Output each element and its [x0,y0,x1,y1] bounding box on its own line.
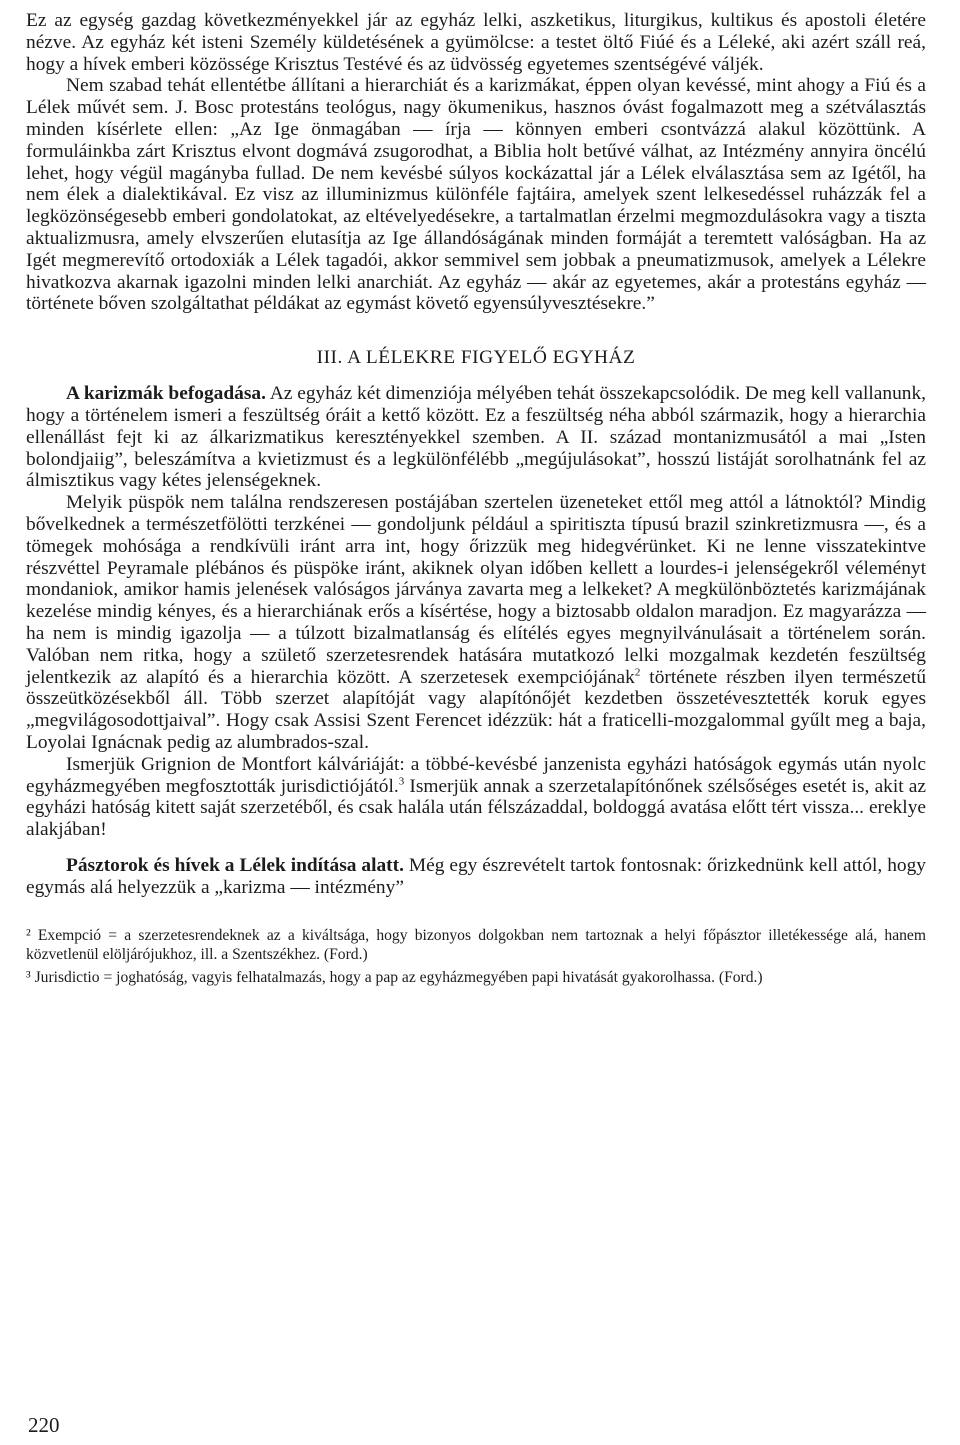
paragraph-charisms [26,383,926,492]
paragraph-montfort-text: Ismerjük Grignion de Montfort kálváriáját: a többé-kevésbé janzenista egyházi hatóságok egymás után nyolc egyházmegyében megfosztották jurisdictiójától. [26,753,926,797]
footnote-ref-2: 2 [634,666,641,679]
paragraph-charisms-text: Az egyház két dimenziója mélyében tehát összekapcsolódik. De meg kell vallanunk, hogy a történelem ismeri a feszültség óráit a kettő között. Ez a feszültség néha abból származik, hogy a hierarchia ellenállást fejt ki az álkarizmatikus keresztényekkel szemben. A II. század montanizmusától a mai „Isten bolondjaiig”, beleszámítva a kvietizmust és a legkülönfélébb „megújulásokat”, hosszú listáját sorolhatnánk fel az álmisztikus vagy kétes jelenségeknek. [26,383,927,492]
paragraph-bishop [26,492,926,754]
paragraph-montfort-rest: Ismerjük annak a szerzetalapítónőnek szélsőséges esetét is, akit az egyházi hatóság kitett saját szerzetéből, és csak halála után félszázaddal, boldoggá avatása előtt tért vissza... ereklye alakjában! [26,775,927,841]
paragraph-bishop-rest: története részben ilyen természetű összeütközésekből áll. Több szerzet alapítóját vagy alapítónőjét kezdetben összetévesztették koruk egyes „megvilágosodottjaival”. Hogy csak Assisi Szent Ferencet idézzük: hát a fraticelli-mozgalommal gyűlt meg a baja, Loyolai Ignácnak pedig az alumbrados-szal. [26,666,927,753]
paragraph-intro-1: Ez az egység gazdag következményekkel jár az egyház lelki, aszketikus, liturgikus, kultikus és apostoli életére nézve. Az egyház két isteni Személy küldetésének a gyümölcse: a testet öltő Fiúé és a Léleké, aki azért száll reá, hogy a hívek emberi közössége Krisztus Testévé és az üdvösség egyetemes szentségévé váljék. [26,10,926,75]
paragraph-intro-2: Nem szabad tehát ellentétbe állítani a hierarchiát és a karizmákat, éppen olyan kevéssé, mint ahogy a Fiú és a Lélek művét sem. J. Bosc protestáns teológus, nagy ökumenikus, hasznos óvást fogalmazott meg a szétválasztás minden kísérlete ellen: „Az Ige önmagában — írja — könnyen emberi csontvázzá alakul közöttünk. A formuláinkba zárt Krisztus elvont dogmává zsugorodhat, a Biblia holt betűvé válhat, az Intézmény annyira öncélú lehet, hogy végül magányba fullad. De nem kevésbé súlyos kockázattal jár a Lélek elválasztása sem az Igétől, ha nem élek a dialektikával. Ez visz az illuminizmus különféle fajtáira, amelyek szent lelkesedéssel ruházzák fel a legközönségesebb emberi gondolatokat, az eltévelyedésekre, a tartalmatlan érzelmi megmozdulásokra vagy a tiszta aktualizmusra, amely elvszerűen elutasítja az Ige állandóságának minden formáját a teremtett valóságban. Ha az Igét megmerevítő ortodoxiák a Lélek tagadói, akkor semmivel sem jobbak a pneumatizmusok, amelyek a Lélekre hivatkozva akarnak igazolni minden lelki anarchiát. Az egyház — akár az egyetemes, akár a protestáns egyház — története bőven szolgáltathat példákat az egymást követő egyensúlyvesztésekre.” [26,75,926,315]
footnotes [26,926,926,987]
run-in-heading-charisms: A karizmák befogadása. [66,383,266,405]
run-in-heading-shepherds: Pásztorok és hívek a Lélek indítása alatt. [66,854,404,876]
paragraph-bishop-text: Melyik püspök nem találna rendszeresen postájában szertelen üzeneteket ettől meg attól a látnoktól? Mindig bővelkednek a természetfölötti terzkénei — gondoljunk például a spiritiszta típusú brazil szinkretizmusra —, és a tömegek mohósága a rendkívüli iránt arra int, hogy őrizzük meg hidegvérünket. Ki ne lenne visszatekintve részvéttel Peyramale plébános és püspöke iránt, akiknek olyan időben kellett a lourdes-i jelenségekről véleményt mondaniok, amikor hamis jelenések valóságos járványa zavarta meg a lelkeket? A megkülönböztetés karizmájának kezelése mindig kényes, és a hierarchiának erős a kísértése, hogy a biztosabb oldalon maradjon. Ez magyarázza — ha nem is mindig igazolja — a túlzott bizalmatlanság és elítélés egyes megnyilvánulásait a történelem során. Valóban nem ritka, hogy a születő szerzetesrendek hatására mutatkozó lelki mozgalmak kezdetén feszültség jelentkezik az alapító és a hierarchia között. A szerzetesek exempciójának [26,492,926,688]
paragraph-montfort [26,754,926,841]
footnote-2: ² Exempció = a szerzetesrendeknek az a kiváltsága, hogy bizonyos dolgokban nem tartoznak a helyi főpásztor illetékessége alá, hanem közvetlenül elöljárójukhoz, ill. a Szentszékhez. (Ford.) [26,927,926,964]
paragraph-shepherds [26,855,926,899]
footnote-ref-3: 3 [398,775,405,788]
section-heading: III. A LÉLEKRE FIGYELŐ EGYHÁZ [316,347,636,369]
page-number: 220 [28,1413,60,1437]
paragraph-shepherds-text: Még egy észrevételt tartok fontosnak: őrizkednünk kell attól, hogy egymás alá helyezzük a „karizma — intézmény” [26,854,926,898]
footnote-3: ³ Jurisdictio = joghatóság, vagyis felhatalmazás, hogy a pap az egyházmegyében papi hivatását gyakorolhassa. (Ford.) [26,969,763,987]
